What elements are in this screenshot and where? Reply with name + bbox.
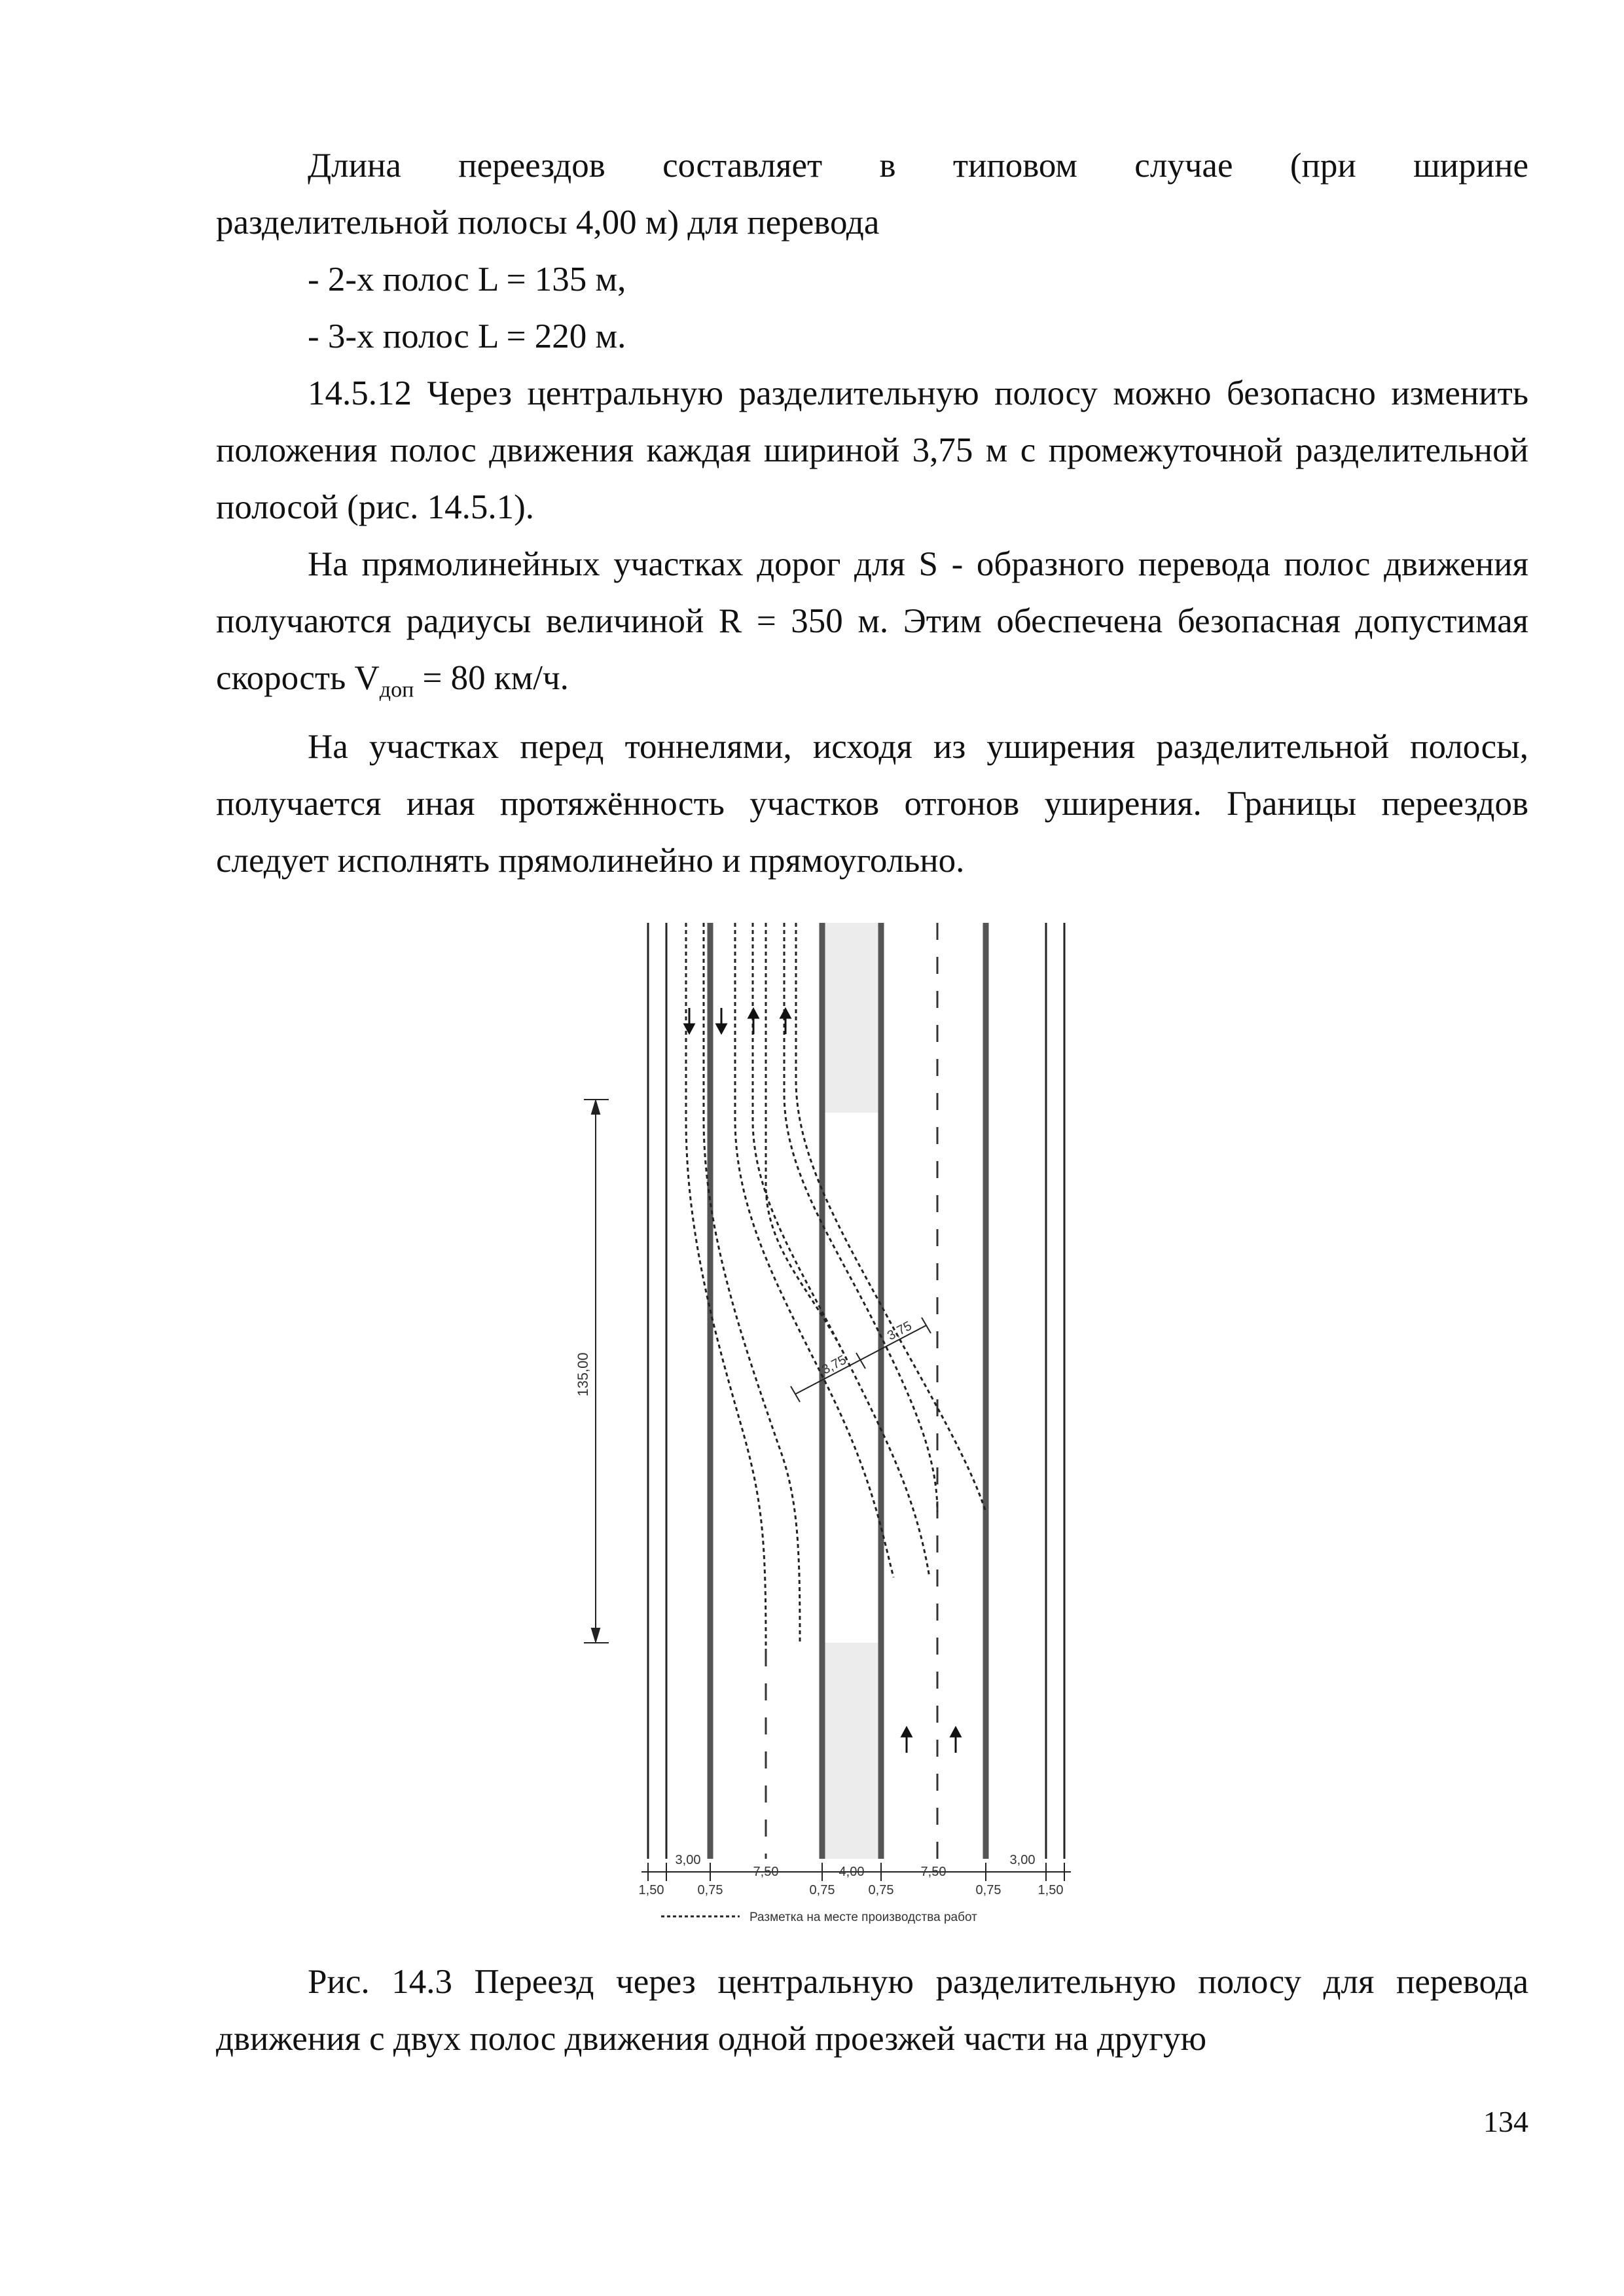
dim-median: 4,00 [839, 1865, 865, 1879]
dim-shoulder-left: 3,00 [675, 1853, 701, 1867]
body-text [216, 137, 1528, 889]
paragraph-tunnels: На участках перед тоннелями, исходя из уширения разделительной полосы, получается иная протяжённость участков отгонов уширения. Границы переездов следует исполнять прямолинейно и прямоугольно. [216, 727, 1528, 880]
arrow-up-icon [902, 1728, 911, 1753]
figure-caption: Рис. 14.3 Переезд через центральную разделительную полосу для перевода движения с двух полос движения одной проезжей части на другую [216, 1963, 1528, 2058]
paragraph-1-line-2: разделительной полосы 4,00 м) для перевода [216, 204, 880, 242]
page-number: 134 [1483, 2105, 1528, 2138]
arrow-up-icon [781, 1009, 790, 1034]
paragraph-14-5-12: 14.5.12 Через центральную разделительную полосу можно безопасно изменить положения полос движения каждая шириной 3,75 м с промежуточной разделительной полосой (рис. 14.5.1). [216, 374, 1528, 526]
dim-marking-2: 0,75 [809, 1883, 835, 1897]
dim-carriageway-right: 7,50 [920, 1865, 947, 1879]
speed-subscript: доп [379, 677, 414, 702]
dim-marking-3: 0,75 [868, 1883, 894, 1897]
median-shade-bottom [820, 1643, 878, 1859]
dim-marking-4: 0,75 [975, 1883, 1001, 1897]
median-shade-top [820, 923, 878, 1113]
dim-edge-left: 1,50 [638, 1883, 664, 1897]
list-item-2-lanes: - 2-х полос L = 135 м, [308, 260, 626, 298]
paragraph-1-line-1: Длина переездов составляет в типовом случае (при ширине [308, 147, 1528, 185]
length-dimension-label: 135,00 [575, 1352, 591, 1397]
dim-edge-right: 1,50 [1038, 1883, 1064, 1897]
lane-width-label-2: 3,75 [885, 1318, 914, 1344]
dim-marking-1: 0,75 [697, 1883, 723, 1897]
legend-label: Разметка на месте производства работ [749, 1910, 977, 1924]
dim-carriageway-left: 7,50 [753, 1865, 779, 1879]
list-item-3-lanes: - 3-х полос L = 220 м. [308, 317, 626, 355]
arrow-up-icon [951, 1728, 960, 1753]
lane-width-label-1: 3,75 [820, 1352, 849, 1378]
crossover-figure [537, 923, 1093, 1944]
paragraph-straight-sections [216, 536, 1528, 719]
paragraph-straight-sections-text: На прямолинейных участках дорог для S - образного перевода полос движения получаются радиусы величиной R = 350 м. Этим обеспечена безопасная допустимая скорость V [216, 545, 1528, 697]
speed-value: = 80 км/ч. [414, 659, 569, 697]
crossover-diagram [537, 923, 1093, 1944]
dim-shoulder-right: 3,00 [1009, 1853, 1036, 1867]
arrow-up-icon [749, 1009, 758, 1034]
arrow-down-icon [717, 1008, 726, 1033]
